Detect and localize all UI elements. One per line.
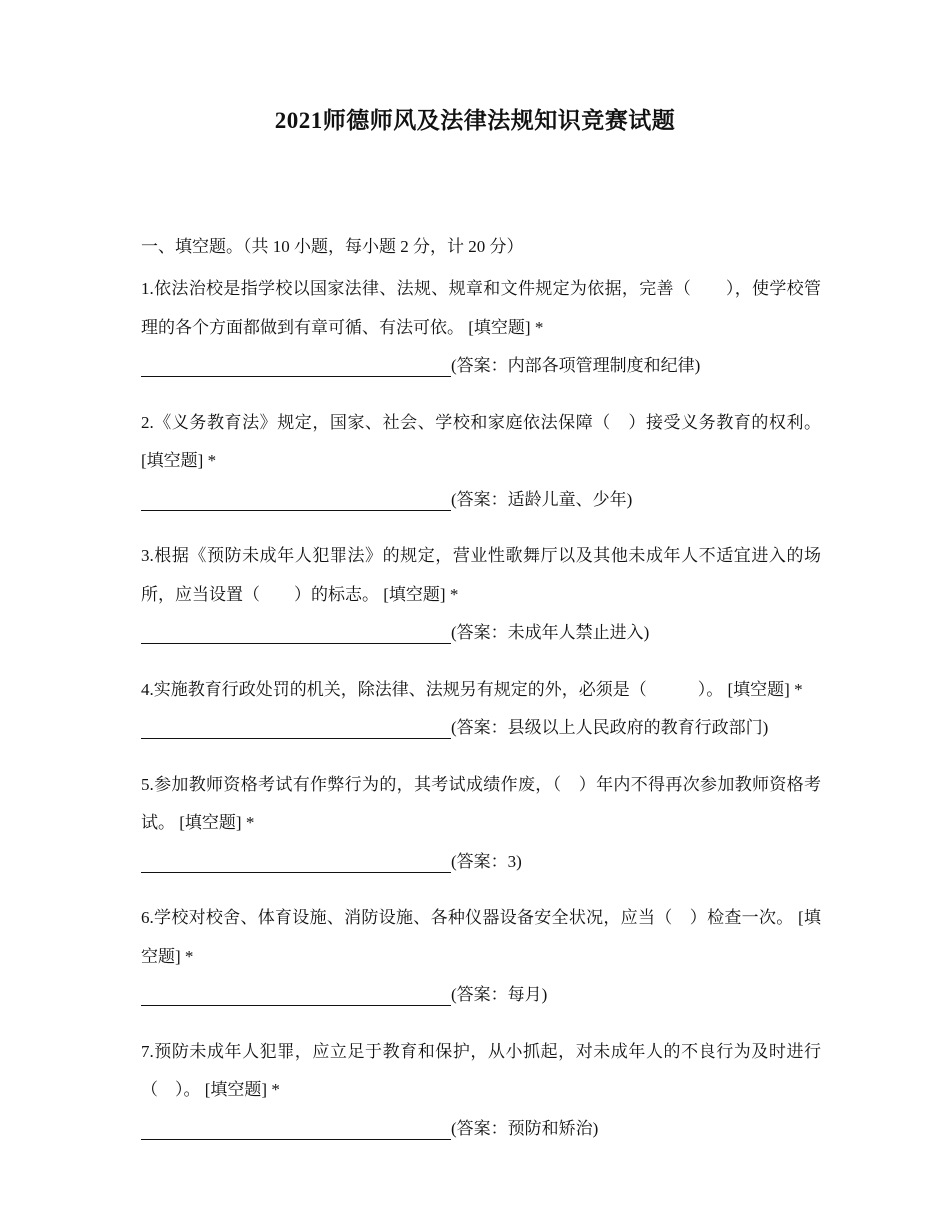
answer-blank[interactable] [141, 352, 451, 377]
answer-line [141, 614, 821, 653]
answer-line [141, 1110, 821, 1149]
answer-line [141, 843, 821, 882]
answer-text: (答案：适龄儿童、少年) [451, 489, 633, 509]
answer-blank[interactable] [141, 981, 451, 1006]
question-text: 4.实施教育行政处罚的机关，除法律、法规另有规定的外，必须是（ ）。 [填空题] * [141, 679, 803, 699]
question-item [141, 1033, 821, 1149]
document-title: 2021师德师风及法律法规知识竞赛试题 [274, 108, 676, 133]
answer-blank[interactable] [141, 1115, 451, 1140]
question-item [141, 537, 821, 653]
answer-text: (答案：每月) [451, 985, 548, 1004]
question-text: 6.学校对校舍、体育设施、消防设施、各种仪器设备安全状况，应当（ ）检查一次。 [填空题] * [141, 908, 821, 966]
answer-text: (答案：县级以上人民政府的教育行政部门) [451, 718, 769, 737]
question-text: 2.《义务教育法》规定，国家、社会、学校和家庭依法保障（ ）接受义务教育的权利。 [填空题] * [141, 412, 821, 470]
section-heading: 一、填空题。（共 10 小题，每小题 2 分，计 20 分） [141, 237, 524, 256]
question-text: 5.参加教师资格考试有作弊行为的，其考试成绩作废，（ ）年内不得再次参加教师资格考试。 [填空题] * [141, 774, 821, 832]
question-text: 7.预防未成年人犯罪，应立足于教育和保护，从小抓起，对未成年人的不良行为及时进行（ ）。 [填空题] * [141, 1041, 821, 1099]
answer-text: (答案：3) [451, 851, 522, 871]
answer-text: (答案：预防和矫治) [451, 1118, 599, 1138]
answer-blank[interactable] [141, 619, 451, 644]
answer-blank[interactable] [141, 714, 451, 739]
answer-blank[interactable] [141, 486, 451, 511]
question-list [141, 270, 821, 1166]
question-item [141, 766, 821, 882]
question-item [141, 671, 821, 748]
question-item [141, 899, 821, 1015]
answer-text: (答案：内部各项管理制度和纪律) [451, 356, 701, 375]
question-text: 3.根据《预防未成年人犯罪法》的规定，营业性歌舞厅以及其他未成年人不适宜进入的场所，应当设置（ ）的标志。 [填空题] * [141, 546, 821, 604]
answer-line [141, 481, 821, 520]
answer-line [141, 709, 821, 748]
question-item [141, 270, 821, 386]
answer-line [141, 347, 821, 386]
answer-text: (答案：未成年人禁止进入) [451, 623, 650, 642]
answer-line [141, 976, 821, 1015]
question-text: 1.依法治校是指学校以国家法律、法规、规章和文件规定为依据，完善（ ），使学校管理的各个方面都做到有章可循、有法可依。 [填空题] * [141, 279, 821, 337]
question-item [141, 404, 821, 520]
answer-blank[interactable] [141, 848, 451, 873]
